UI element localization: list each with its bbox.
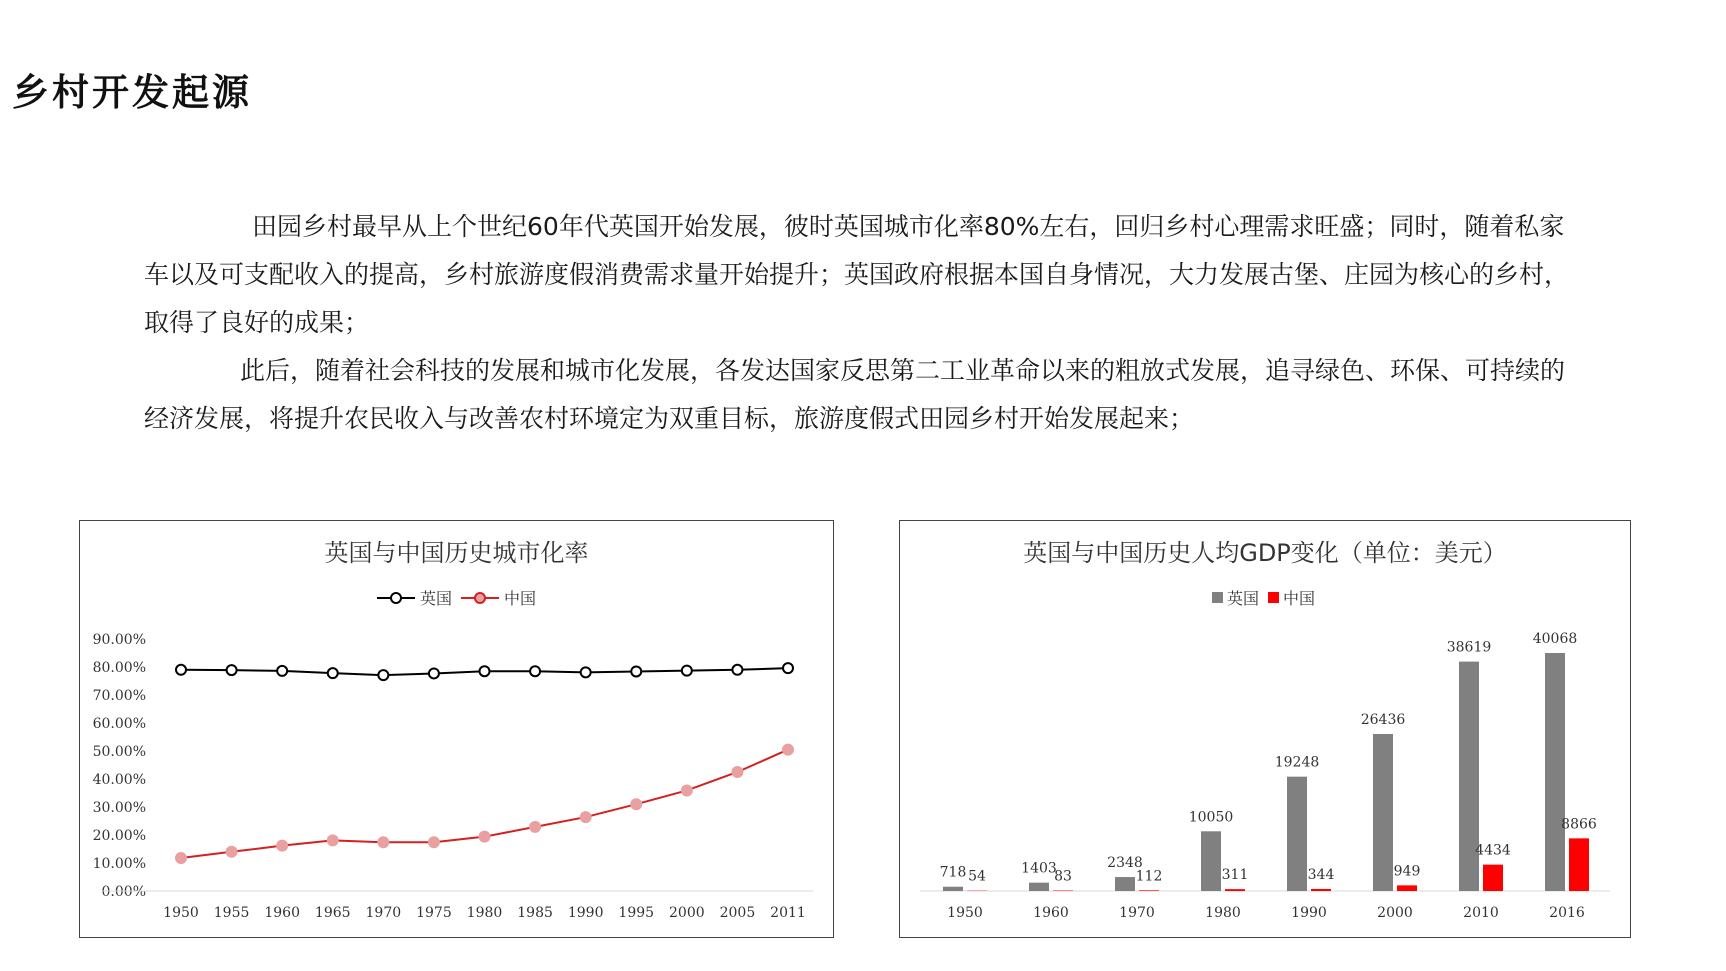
data-point [378,670,388,680]
y-tick-label: 20.00% [92,828,146,844]
gdp-chart [899,520,1631,938]
x-tick-label: 1965 [314,905,351,921]
data-point [429,668,439,678]
x-tick-label: 1950 [163,905,199,921]
bar-uk [1545,653,1565,891]
data-point [328,835,338,845]
x-tick-label: 1950 [947,905,983,921]
intro-paragraph-1: 田园乡村最早从上个世纪60年代英国开始发展，彼时英国城市化率80%左右，回归乡村心理需求旺盛；同时，随着私家车以及可支配收入的提高，乡村旅游度假消费需求量开始提升；英国政府根据本国自身情况，大力发展古堡、庄园为核心的乡村，取得了良好的成果； [144,212,1570,337]
bar-china [1397,885,1417,891]
bar-china [1483,865,1503,891]
data-point [480,666,490,676]
data-point [176,853,186,863]
bar-uk [1115,877,1135,891]
legend-label-1: 中国 [1283,589,1316,608]
bar-china [1569,838,1589,891]
data-point [631,666,641,676]
y-tick-label: 60.00% [92,716,146,732]
legend-marker-1 [475,593,485,603]
data-point [277,666,287,676]
x-tick-label: 1990 [567,905,604,921]
data-point [429,837,439,847]
data-label: 40068 [1532,631,1578,647]
data-label: 26436 [1360,711,1406,728]
data-point [682,666,692,676]
x-tick-label: 1980 [1205,905,1241,921]
legend-marker-0 [391,593,401,603]
x-tick-label: 1960 [264,905,300,921]
legend-label-0: 英国 [1227,589,1260,608]
bar-uk [1029,883,1049,891]
data-point [783,663,793,673]
data-point [682,785,692,795]
urbanization-chart [79,520,834,938]
data-point [732,767,742,777]
chart-title: 英国与中国历史城市化率 [324,539,589,567]
x-tick-label: 1975 [416,905,452,921]
x-tick-label: 1995 [618,905,655,921]
data-label: 38619 [1446,639,1492,656]
intro-text [144,203,1569,443]
bar-uk [1373,734,1393,891]
data-point [530,666,540,676]
data-point [783,745,793,755]
bar-china [1139,890,1159,891]
y-tick-label: 0.00% [101,884,146,900]
data-point [328,668,338,678]
data-point [631,799,641,809]
data-label: 83 [1054,868,1072,885]
legend-label-0: 英国 [420,589,453,608]
y-tick-label: 80.00% [92,660,146,676]
data-point [530,822,540,832]
x-tick-label: 2016 [1549,905,1585,921]
x-tick-label: 2011 [770,905,806,921]
data-label: 949 [1393,863,1421,880]
bar-uk [1201,831,1221,891]
y-tick-label: 10.00% [92,856,146,872]
y-tick-label: 70.00% [92,688,146,704]
data-label: 10050 [1188,809,1234,826]
x-tick-label: 1990 [1291,905,1327,921]
intro-paragraph-2: 此后，随着社会科技的发展和城市化发展，各发达国家反思第二工业革命以来的粗放式发展，追寻绿色、环保、可持续的经济发展，将提升农民收入与改善农村环境定为双重目标，旅游度假式田园乡村开始发展起来； [144,356,1566,433]
data-label: 718 [939,864,967,881]
page-title: 乡村开发起源 [12,71,252,114]
data-label: 1403 [1021,860,1057,877]
legend-label-1: 中国 [504,589,537,608]
legend-swatch-1 [1268,592,1279,603]
data-point [480,832,490,842]
x-tick-label: 1970 [1119,905,1155,921]
data-label: 4434 [1475,842,1511,859]
x-tick-label: 1985 [517,905,553,921]
x-tick-label: 1970 [365,905,402,921]
data-point [227,665,237,675]
data-point [732,665,742,675]
bar-uk [943,887,963,891]
gdp-chart-svg [900,521,1630,937]
data-label: 344 [1307,866,1335,883]
y-tick-label: 30.00% [92,800,146,816]
data-label: 54 [968,868,986,885]
bar-china [1225,889,1245,891]
x-tick-label: 2000 [1377,905,1413,921]
data-point [227,847,237,857]
y-tick-label: 90.00% [92,632,146,648]
data-label: 2348 [1107,855,1143,872]
urbanization-chart-svg [80,521,833,937]
data-label: 112 [1135,868,1163,885]
x-tick-label: 2005 [719,905,756,921]
data-point [581,812,591,822]
data-point [581,667,591,677]
data-point [378,837,388,847]
x-tick-label: 2010 [1463,905,1499,921]
legend-swatch-0 [1212,592,1223,603]
x-tick-label: 2000 [669,905,705,921]
x-tick-label: 1955 [213,905,250,921]
x-tick-label: 1980 [466,905,503,921]
chart-title: 英国与中国历史人均GDP变化（单位：美元） [1023,539,1507,567]
data-label: 311 [1221,867,1249,884]
y-tick-label: 50.00% [92,744,146,760]
y-tick-label: 40.00% [92,772,146,788]
data-label: 8866 [1561,816,1597,833]
data-point [176,665,186,675]
data-point [277,841,287,851]
data-label: 19248 [1274,754,1320,771]
x-tick-label: 1960 [1033,905,1069,921]
bar-china [1311,889,1331,891]
bar-uk [1287,777,1307,891]
